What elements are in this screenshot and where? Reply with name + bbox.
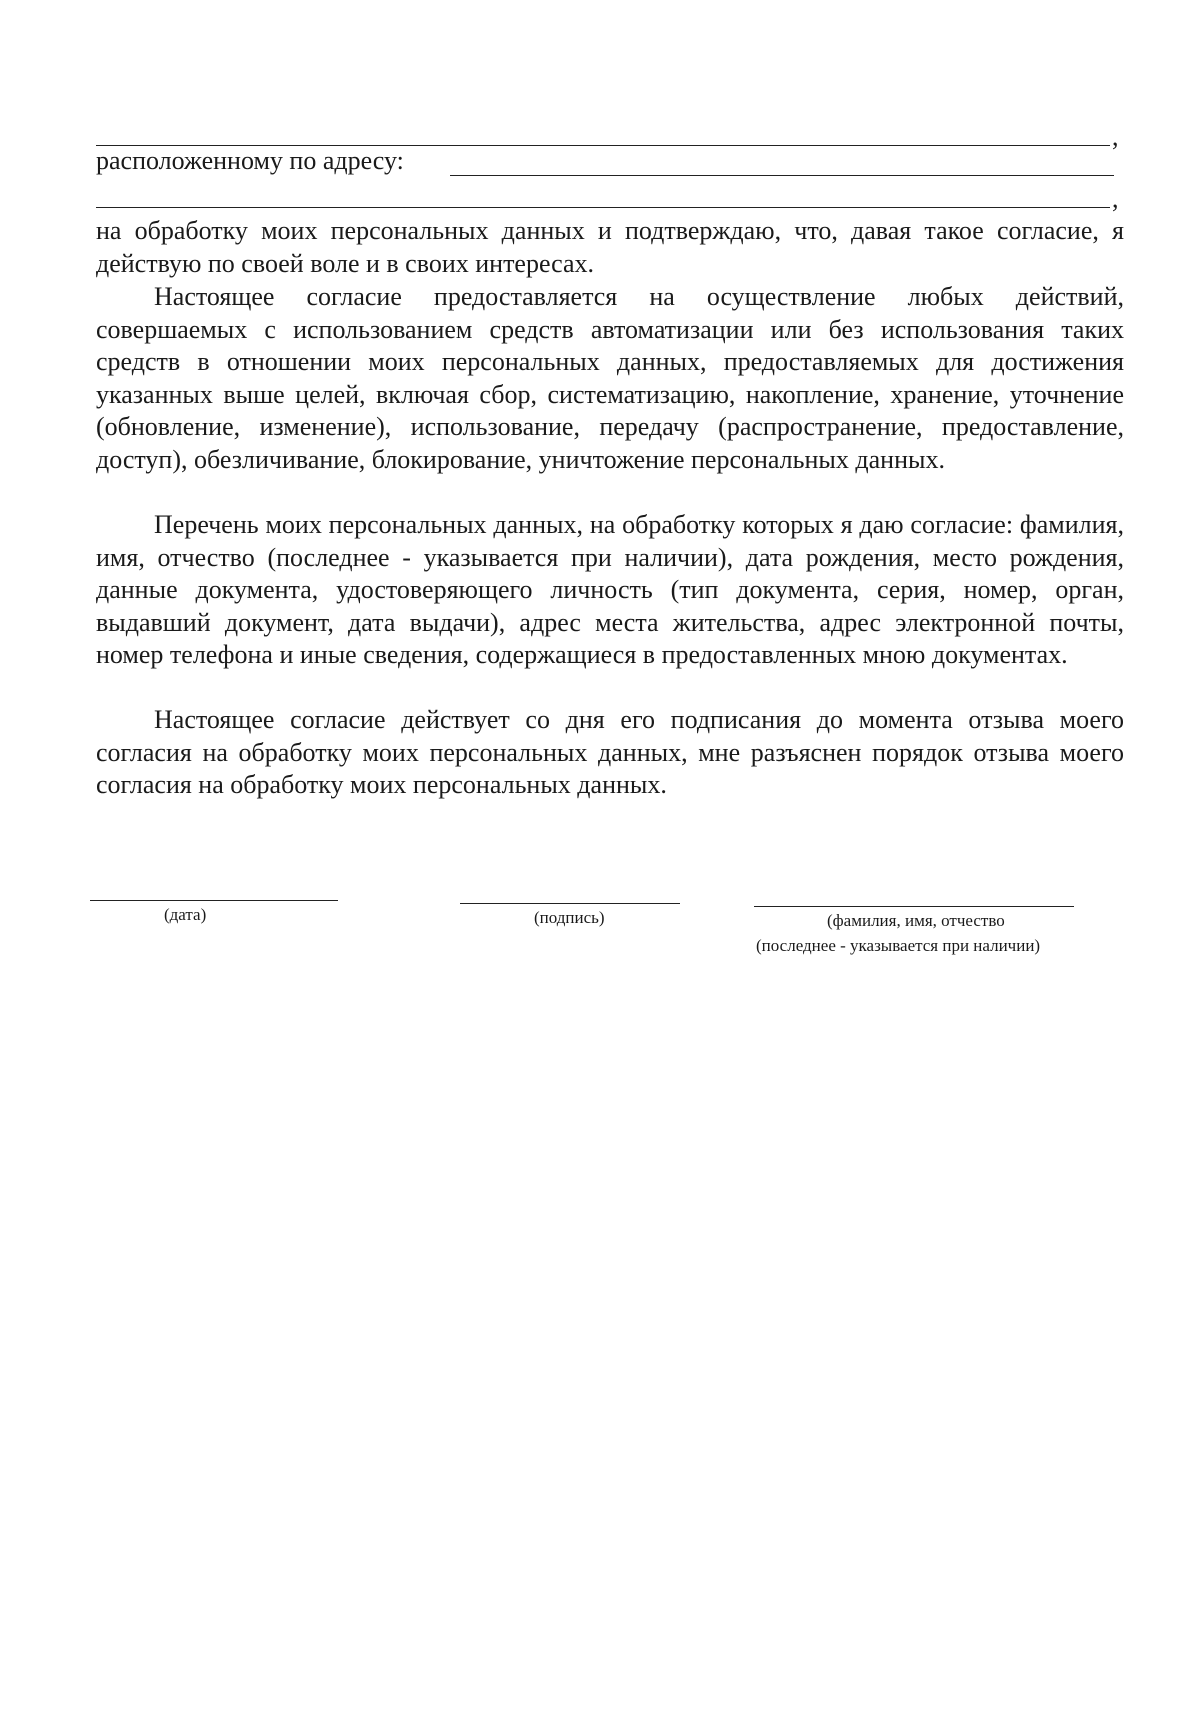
signature-line[interactable] [460,903,680,904]
date-signature-line[interactable] [90,900,338,901]
address-label: расположенному по адресу: [96,146,404,175]
consent-paragraph-data-list: Перечень моих персональных данных, на обработку которых я даю согласие: фамилия, имя, отчество (последнее - указывается при наличии), дата рождения, место рождения, данные документа, удостоверяющего личность (тип документа, серия, номер, орган, выдавший документ, дата выдачи), адрес места жительства, адрес электронной почты, номер телефона и иные сведения, содержащиеся в предоставленных мною документах. [96,510,1124,670]
fill-in-line-second[interactable] [96,207,1110,208]
full-name-caption-line1: (фамилия, имя, отчество [827,911,1005,930]
consent-paragraph-actions: Настоящее согласие предоставляется на осуществление любых действий, совершаемых с использованием средств автоматизации или без использования таких средств в отношении моих персональных данных, предоставляемых для достижения указанных выше целей, включая сбор, систематизацию, накопление, хранение, уточнение (обновление, изменение), использование, передачу (распространение, предоставление, доступ), обезличивание, блокирование, уничтожение персональных данных. [96,282,1124,474]
address-input-line[interactable] [450,175,1114,176]
full-name-caption-line2: (последнее - указывается при наличии) [756,936,1041,955]
consent-paragraph-validity: Настоящее согласие действует со дня его подписания до момента отзыва моего согласия на обработку моих персональных данных, мне разъяснен порядок отзыва моего согласия на обработку моих персональных данных. [96,705,1124,800]
full-name-line[interactable] [754,906,1074,907]
consent-paragraph-intro: на обработку моих персональных данных и подтверждаю, что, давая такое согласие, я действую по своей воле и в своих интересах. [96,216,1124,278]
signature-caption: (подпись) [534,908,605,927]
fill-in-line-second-comma: , [1112,184,1119,213]
fill-in-line-top-comma: , [1112,122,1119,151]
date-caption: (дата) [164,905,207,924]
